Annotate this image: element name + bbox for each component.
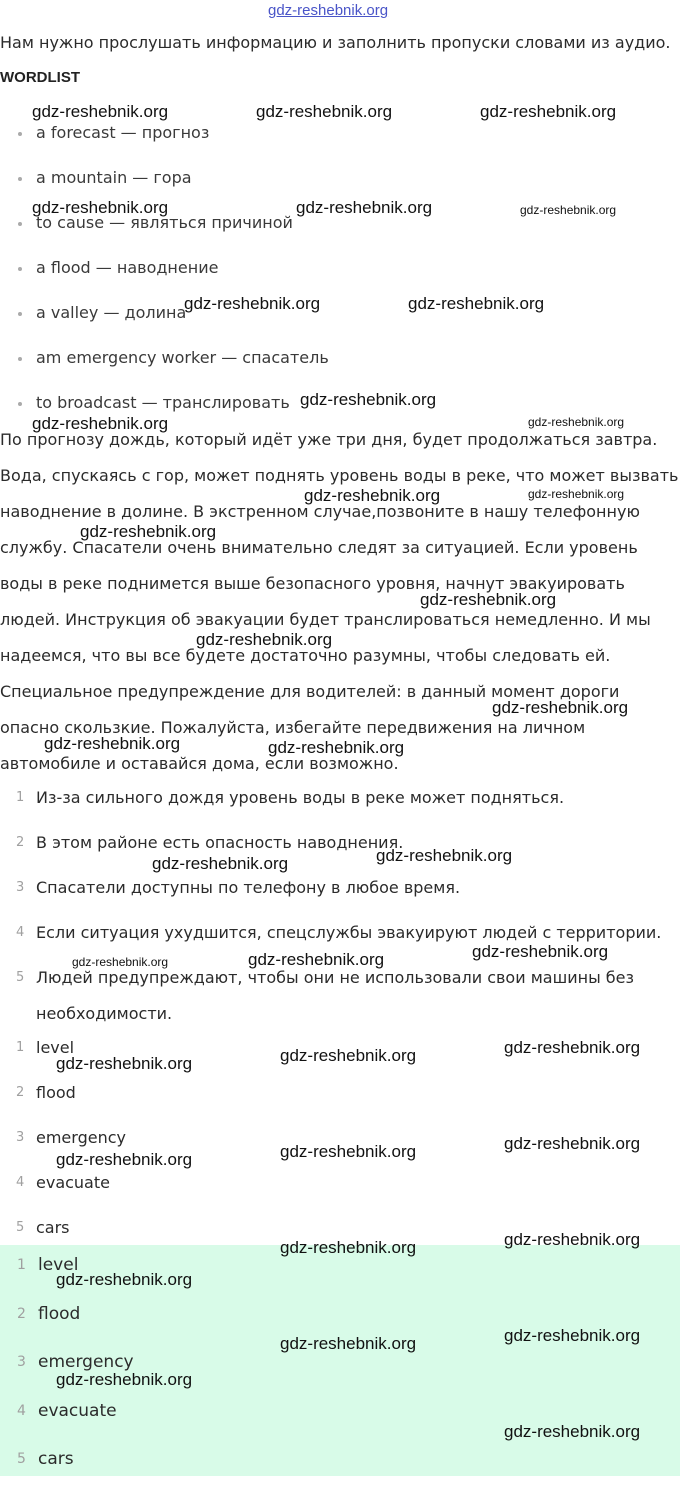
item-number: 1	[16, 1040, 25, 1055]
watermark: gdz-reshebnik.org	[492, 698, 629, 717]
wordlist-item: a flood — наводнение	[0, 253, 329, 298]
watermark: gdz-reshebnik.org	[196, 630, 333, 649]
watermark: gdz-reshebnik.org	[152, 854, 289, 873]
watermark: gdz-reshebnik.org	[528, 415, 625, 429]
answer-text: flood	[38, 1303, 81, 1324]
statement-item	[0, 780, 680, 816]
wordlist-item: am emergency worker — спасатель	[0, 343, 329, 388]
statement-item	[0, 825, 680, 861]
watermark: gdz-reshebnik.org	[280, 1334, 417, 1353]
watermark: gdz-reshebnik.org	[420, 590, 557, 609]
watermark: gdz-reshebnik.org	[504, 1134, 641, 1153]
answer-item	[0, 1397, 134, 1446]
audio-transcript	[0, 422, 680, 782]
watermark: gdz-reshebnik.org	[304, 486, 441, 505]
answer-text: level	[36, 1038, 75, 1057]
answer-text: cars	[36, 1218, 70, 1237]
watermark: gdz-reshebnik.org	[504, 1326, 641, 1345]
answer-item	[0, 1165, 126, 1210]
watermark: gdz-reshebnik.org	[56, 1370, 193, 1389]
intro-text: Нам нужно прослушать информацию и заполнить пропуски словами из аудио.	[0, 33, 671, 52]
watermark: gdz-reshebnik.org	[32, 414, 169, 433]
watermark: gdz-reshebnik.org	[248, 950, 385, 969]
wordlist-item: to cause — являться причиной	[0, 208, 329, 253]
watermark: gdz-reshebnik.org	[528, 487, 625, 501]
statements-list	[0, 780, 680, 1041]
answer-item	[0, 1075, 126, 1120]
answer-text: evacuate	[38, 1400, 117, 1421]
watermark: gdz-reshebnik.org	[480, 102, 617, 121]
statement-text: Людей предупреждают, чтобы они не использовали свои машины без необходимости.	[36, 968, 635, 1023]
site-link[interactable]: gdz-reshebnik.org	[268, 2, 389, 19]
wordlist	[0, 118, 329, 433]
wordlist-title: WORDLIST	[0, 69, 80, 86]
answer-item	[0, 1445, 134, 1494]
statement-text: Из-за сильного дождя уровень воды в реке может подняться.	[36, 788, 565, 807]
watermark: gdz-reshebnik.org	[280, 1142, 417, 1161]
item-number: 2	[16, 835, 25, 850]
item-number: 4	[16, 1175, 25, 1190]
statement-text: В этом районе есть опасность наводнения.	[36, 833, 404, 852]
item-number: 4	[17, 1402, 26, 1419]
watermark: gdz-reshebnik.org	[504, 1038, 641, 1057]
answer-text: evacuate	[36, 1173, 110, 1192]
watermark: gdz-reshebnik.org	[256, 102, 393, 121]
statement-item	[0, 960, 680, 1032]
answer-text: emergency	[38, 1352, 134, 1372]
item-number: 5	[17, 1451, 26, 1467]
wordlist-item: a mountain — гора	[0, 163, 329, 208]
wordlist-item: a forecast — прогноз	[0, 118, 329, 163]
watermark: gdz-reshebnik.org	[520, 203, 617, 217]
watermark: gdz-reshebnik.org	[80, 522, 217, 541]
answer-item	[0, 1300, 134, 1349]
transcript-paragraph: По прогнозу дождь, который идёт уже три дня, будет продолжаться завтра. Вода, спускаясь с гор, может поднять уровень воды в реке, что может вызвать наводнение в долине. В экстренном случае,позвоните в нашу телефонную службу. Спасатели очень внимательно следят за ситуацией. Если уровень воды в реке поднимется выше безопасного уровня, начнут эвакуировать людей. Инструкция об эвакуации будет транслироваться немедленно. И мы надеемся, что вы все будете достаточно разумны, чтобы следовать ей.	[0, 430, 679, 665]
wordlist-item: a valley — долина	[0, 298, 329, 343]
answer-text: level	[38, 1255, 79, 1275]
item-number: 1	[16, 790, 25, 805]
watermark: gdz-reshebnik.org	[56, 1150, 193, 1169]
answer-text: flood	[36, 1083, 76, 1102]
statement-item	[0, 870, 680, 906]
watermark: gdz-reshebnik.org	[32, 198, 169, 217]
item-number: 3	[16, 1130, 25, 1145]
watermark: gdz-reshebnik.org	[32, 102, 169, 121]
statement-text: Спасатели доступны по телефону в любое время.	[36, 878, 461, 897]
answer-text: emergency	[36, 1128, 126, 1147]
watermark: gdz-reshebnik.org	[280, 1046, 417, 1065]
watermark: gdz-reshebnik.org	[300, 390, 437, 409]
watermark: gdz-reshebnik.org	[56, 1054, 193, 1073]
watermark: gdz-reshebnik.org	[504, 1230, 641, 1249]
watermark: gdz-reshebnik.org	[376, 846, 513, 865]
item-number: 4	[16, 925, 25, 940]
watermark: gdz-reshebnik.org	[268, 738, 405, 757]
item-number: 5	[16, 1220, 25, 1235]
wordlist-item: to broadcast — транслировать	[0, 388, 329, 433]
watermark: gdz-reshebnik.org	[472, 942, 609, 961]
answer-text: cars	[38, 1449, 74, 1469]
watermark: gdz-reshebnik.org	[72, 955, 169, 969]
statement-text: Если ситуация ухудшится, спецслужбы эвакуируют людей с территории.	[36, 923, 662, 942]
item-number: 2	[17, 1305, 26, 1322]
item-number: 1	[17, 1257, 26, 1273]
item-number: 3	[17, 1354, 26, 1370]
item-number: 5	[16, 970, 25, 985]
watermark: gdz-reshebnik.org	[408, 294, 545, 313]
watermark: gdz-reshebnik.org	[504, 1422, 641, 1441]
item-number: 2	[16, 1085, 25, 1100]
watermark: gdz-reshebnik.org	[184, 294, 321, 313]
watermark: gdz-reshebnik.org	[44, 734, 181, 753]
watermark: gdz-reshebnik.org	[296, 198, 433, 217]
watermark: gdz-reshebnik.org	[280, 1238, 417, 1257]
watermark: gdz-reshebnik.org	[56, 1270, 193, 1289]
item-number: 3	[16, 880, 25, 895]
transcript-paragraph: Специальное предупреждение для водителей: в данный момент дороги опасно скользкие. Пожалуйста, избегайте передвижения на личном автомобиле и оставайся дома, если возможно.	[0, 682, 620, 773]
